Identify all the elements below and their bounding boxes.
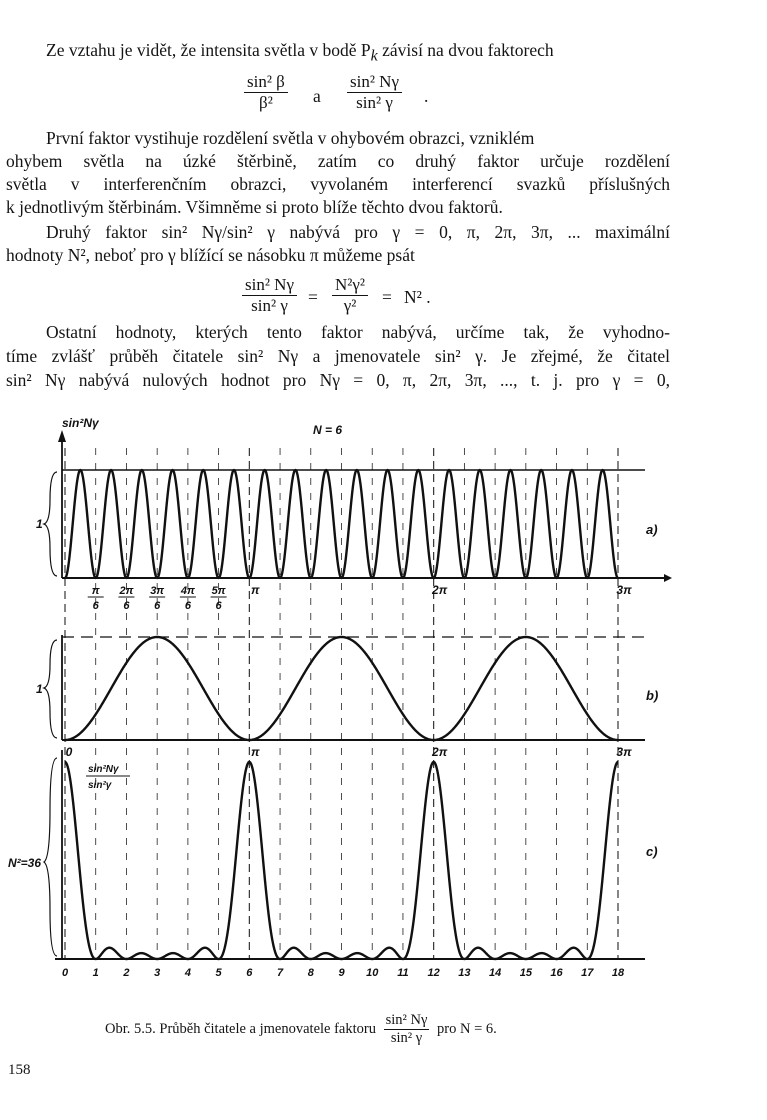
panel-b — [36, 635, 658, 759]
panel-c-tick-label: 0 — [61, 967, 69, 979]
and-word: a — [313, 86, 321, 106]
panel-b-tick-label: π — [251, 745, 260, 759]
para3-line1: Druhý faktor sin² Nγ/sin² γ nabývá pro γ = 0, π, 2π, 3π, ... maximální — [46, 222, 670, 242]
panel-a-tick-label: 4π — [180, 585, 195, 597]
para2-line2: ohybem světla na úzké štěrbině, zatím co druhý faktor určuje rozdělení — [6, 151, 670, 171]
panel-a-tick-label: 6 — [123, 600, 130, 612]
panel-c-tick-label: 5 — [215, 967, 222, 979]
para2-line1: První faktor vystihuje rozdělení světla v ohybovém obrazci, vzniklém — [46, 128, 535, 148]
equation-equals-2: = — [382, 287, 392, 307]
panel-c-tick-label: 9 — [338, 967, 345, 979]
panel-c-tick-label: 15 — [519, 967, 532, 979]
panel-c-tick-label: 16 — [550, 967, 563, 979]
panel-a-tick-label: 2π — [119, 585, 134, 597]
panel-b-level-label: 1 — [36, 682, 43, 696]
para2-line3: světla v interferenčním obrazci, vyvolaném interferencí svazků příslušných — [6, 174, 670, 194]
intro-line: Ze vztahu je vidět, že intensita světla v bodě $P_k$ závisí na dvou faktorech — [46, 40, 554, 65]
panel-a-ylabel: sin²Nγ — [62, 416, 99, 430]
panel-a-tick-label: 6 — [215, 600, 222, 612]
equation-rhs: N² . — [404, 287, 431, 307]
panel-b-tick-label: 2π — [432, 745, 448, 759]
panel-a-tick-labels — [88, 583, 632, 612]
panel-c-tick-label: 13 — [458, 967, 471, 979]
panel-a-tick-label: π — [91, 585, 100, 597]
figure-caption: Obr. 5.5. Průběh čitatele a jmenovatele faktoru $\frac{\text{sin² Nγ}}{\text{sin² γ}}$ pro N = 6. — [105, 1012, 497, 1046]
panel-a-tick-label: 6 — [184, 600, 191, 612]
para4-line2: tíme zvlášť průběh čitatele sin² Nγ a jmenovatele sin² γ. Je zřejmé, že čitatel — [6, 346, 670, 366]
panel-b-label: b) — [646, 688, 659, 703]
panel-c-curve-label-num: sin²Nγ — [88, 764, 119, 775]
factor-period: . — [424, 86, 429, 106]
panel-a-up-arrow — [58, 430, 66, 442]
panel-c-tick-label: 10 — [366, 967, 379, 979]
panel-c-tick-label: 4 — [184, 967, 191, 979]
equation-lhs: $\frac{\text{sin² Nγ}}{\text{sin² γ}}$ — [242, 275, 297, 316]
panel-c-tick-label: 3 — [154, 967, 161, 979]
panel-c-tick-label: 1 — [92, 967, 99, 979]
panel-c-tick-label: 14 — [488, 967, 502, 979]
panel-a — [36, 416, 672, 612]
panel-c — [8, 750, 658, 979]
panel-a-arrow — [664, 574, 672, 582]
panel-b-tick-label: 3π — [616, 745, 632, 759]
para4-line1: Ostatní hodnoty, kterých tento faktor nabývá, určíme tak, že vyhodno- — [46, 322, 670, 342]
panel-c-tick-label: 6 — [246, 967, 253, 979]
panel-a-tick-label: 6 — [154, 600, 161, 612]
panel-a-tick-label: π — [251, 583, 260, 597]
vertical-guides — [65, 448, 618, 959]
panel-a-tick-label: 2π — [432, 583, 448, 597]
panel-a-tick-label: 6 — [92, 600, 99, 612]
panel-a-n-label: N = 6 — [313, 423, 343, 437]
panel-c-tick-label: 2 — [123, 967, 130, 979]
panel-c-level-label: N²=36 — [8, 856, 42, 870]
panel-a-tick-label: 3π — [616, 583, 632, 597]
equation-equals-1: = — [308, 287, 318, 307]
panel-a-level-label: 1 — [36, 517, 43, 531]
para3-line2: hodnoty N², neboť pro γ blížící se násobku π můžeme psát — [6, 245, 415, 265]
panel-b-tick-label: 0 — [65, 745, 73, 759]
page-number: 158 — [8, 1062, 31, 1078]
panel-c-tick-label: 17 — [581, 967, 594, 979]
panel-c-tick-label: 11 — [397, 967, 409, 979]
figure-5-5 — [0, 410, 767, 1010]
para4-line3: sin² Nγ nabývá nulových hodnot pro Nγ = 0, π, 2π, 3π, ..., t. j. pro γ = 0, — [6, 370, 670, 390]
panel-a-tick-label: 3π — [150, 585, 165, 597]
panel-c-tick-label: 12 — [427, 967, 440, 979]
caption-fraction: $\frac{\text{sin² Nγ}}{\text{sin² γ}}$ — [385, 1012, 428, 1046]
panel-a-brace — [44, 472, 57, 576]
panel-c-tick-label: 18 — [611, 967, 625, 979]
panel-c-brace — [44, 758, 57, 956]
panel-c-tick-labels — [62, 967, 625, 979]
panel-c-tick-label: 8 — [307, 967, 314, 979]
equation-middle: $\frac{\text{N²γ²}}{\text{γ²}}$ — [332, 275, 368, 316]
panel-b-brace — [44, 640, 57, 738]
factor-two-fraction: $\frac{\text{sin² Nγ}}{\text{sin² γ}}$ — [347, 72, 402, 113]
para2-line4: k jednotlivým štěrbinám. Všimněme si proto blíže těchto dvou faktorů. — [6, 197, 503, 217]
panel-b-tick-labels — [66, 745, 632, 759]
panel-c-tick-label: 7 — [276, 967, 284, 979]
panel-a-tick-label: 5π — [211, 585, 226, 597]
panel-c-label: c) — [646, 844, 658, 859]
panel-a-label: a) — [646, 522, 658, 537]
panel-c-curve-label-den: sin²γ — [88, 780, 112, 791]
factor-one-fraction: $\frac{\text{sin² β}}{\text{β²}}$ — [244, 72, 288, 113]
